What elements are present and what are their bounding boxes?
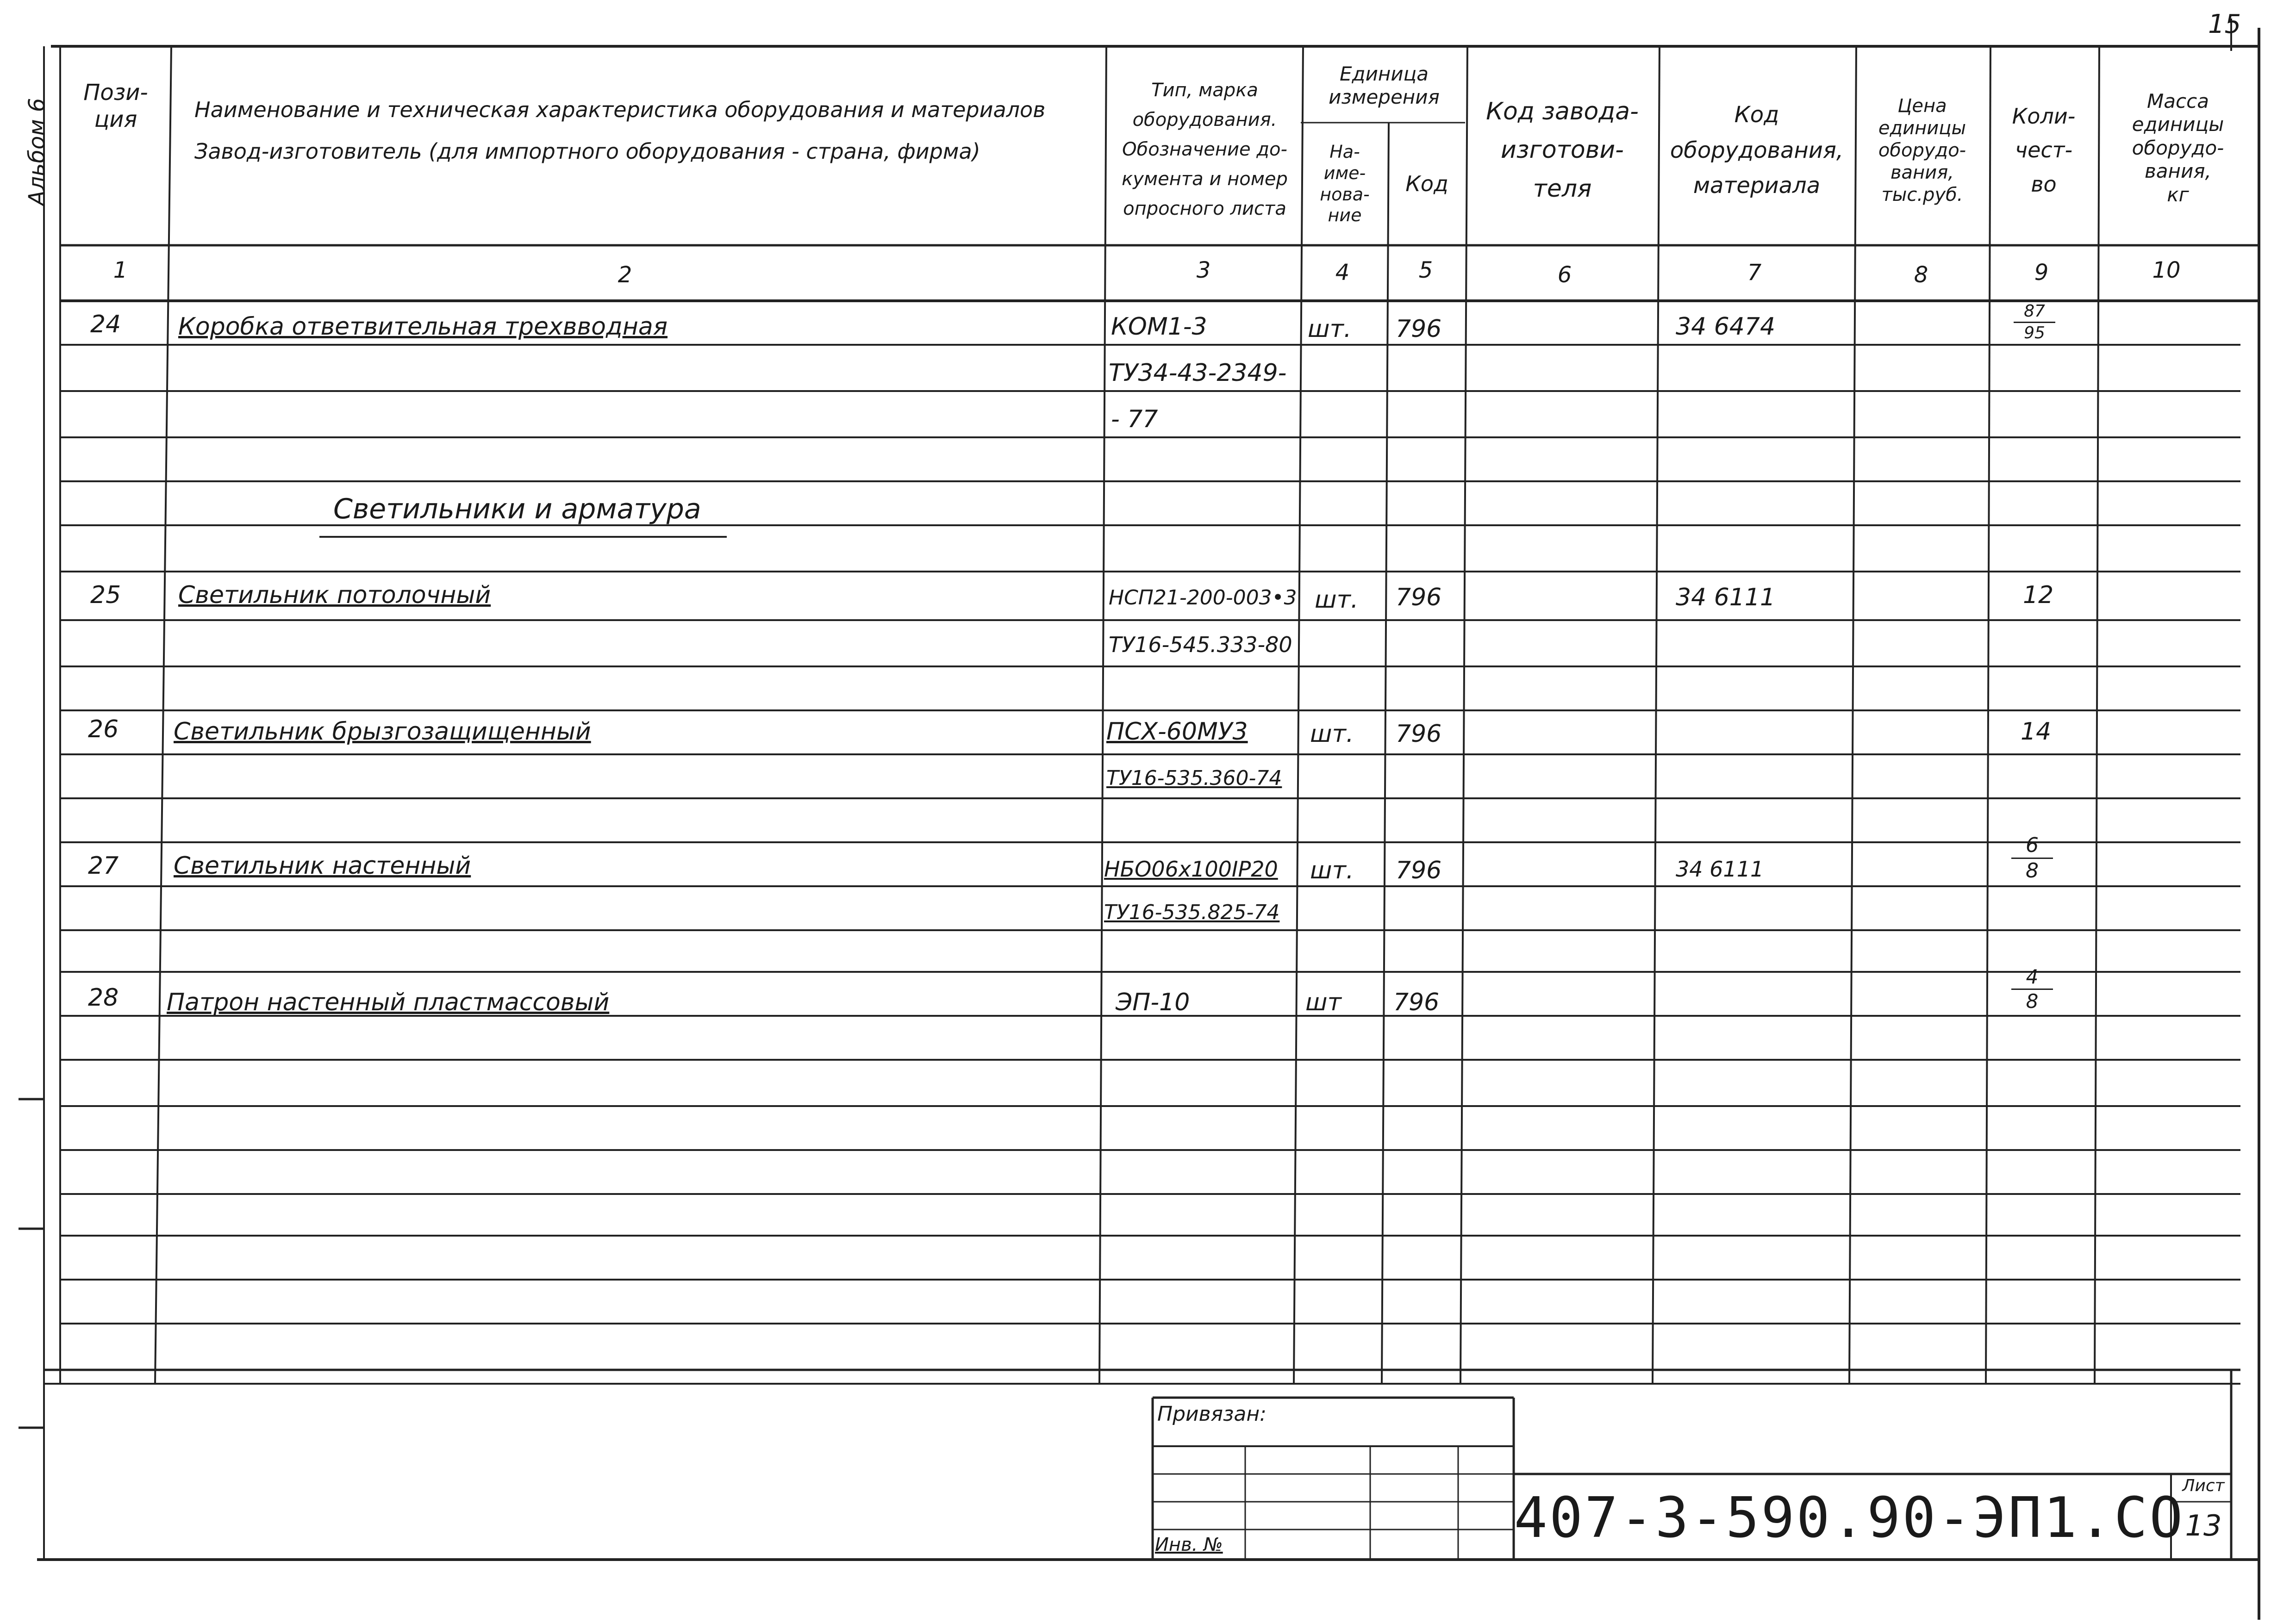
row-28-name: Патрон настенный пластмассовый <box>167 989 610 1016</box>
fraction-bar <box>2014 322 2055 323</box>
col-number: 2 <box>618 262 632 288</box>
header-maker-code: Код завода- изготови- теля <box>1486 98 1639 203</box>
row-25-qty: 12 <box>2023 581 2054 609</box>
row-25-unit: шт. <box>1315 586 1359 614</box>
row-26-code: 796 <box>1396 720 1442 748</box>
row-25-name: Светильник потолочный <box>178 581 491 609</box>
header-qty: Коли- чест- во <box>2012 103 2076 197</box>
row-28-type: ЭП-10 <box>1116 989 1190 1016</box>
row-25-equip-code: 34 6111 <box>1676 584 1776 611</box>
row-28-code: 796 <box>1393 989 1440 1016</box>
row-26-pos: 26 <box>88 715 119 743</box>
col-number: 5 <box>1418 257 1433 283</box>
privyazan-label: Привязан: <box>1157 1402 1267 1426</box>
row-26-qty: 14 <box>2021 718 2052 746</box>
header-price: Цена единицы оборудо- вания, тыс.руб. <box>1878 95 1966 205</box>
col-number: 6 <box>1557 262 1572 288</box>
header-pos: Пози- ция <box>83 80 148 132</box>
row-24-name: Коробка ответвительная трехвводная <box>178 313 668 341</box>
row-24-qty-top: 87 <box>2024 302 2045 321</box>
col-number: 4 <box>1335 260 1350 286</box>
row-24-type-cont: ТУ34-43-2349- <box>1109 359 1287 387</box>
header-name-line1: Наименование и техническая характеристика оборудования и материалов <box>194 97 1046 122</box>
col-number: 3 <box>1196 257 1211 283</box>
row-24-type-cont: - 77 <box>1111 405 1158 433</box>
row-25-code: 796 <box>1396 584 1442 611</box>
col-number: 9 <box>2034 260 2049 286</box>
row-25-type: НСП21-200-003•3 <box>1109 586 1297 609</box>
row-28-qty-top: 4 <box>2026 965 2039 988</box>
header-name-line2: Завод-изготовитель (для импортного оборудования - страна, фирма) <box>194 139 980 164</box>
row-28-qty <box>2011 967 2053 1011</box>
col-number: 8 <box>1914 262 1928 288</box>
row-24-code: 796 <box>1396 315 1442 343</box>
sheet-label: Лист <box>2182 1476 2225 1495</box>
row-27-pos: 27 <box>88 852 119 880</box>
row-26-name: Светильник брызгозащищенный <box>174 718 591 746</box>
row-24-unit: шт. <box>1308 315 1352 343</box>
row-24-qty <box>2014 303 2055 342</box>
row-27-code: 796 <box>1396 857 1442 884</box>
header-mass: Масса единицы оборудо- вания, кг <box>2132 90 2224 206</box>
row-28-pos: 28 <box>88 984 119 1012</box>
side-label: Альбом 6 <box>24 98 50 206</box>
row-24-equip-code: 34 6474 <box>1676 313 1776 341</box>
row-24-pos: 24 <box>90 311 121 338</box>
row-27-qty <box>2011 835 2053 881</box>
row-28-unit: шт <box>1305 989 1341 1016</box>
header-unit-code: Код <box>1405 171 1448 196</box>
row-27-equip-code: 34 6111 <box>1676 857 1764 882</box>
page-number: 15 <box>2208 9 2241 39</box>
row-27-unit: шт. <box>1310 857 1354 884</box>
header-unit: Единица измерения <box>1329 62 1440 108</box>
row-27-qty-bottom: 8 <box>2026 859 2039 883</box>
col-number: 7 <box>1747 260 1762 286</box>
row-25-pos: 25 <box>90 581 121 609</box>
row-26-unit: шт. <box>1310 720 1354 748</box>
sheet-number: 13 <box>2185 1509 2222 1542</box>
col-number: 10 <box>2152 257 2181 283</box>
row-27-name: Светильник настенный <box>174 852 471 880</box>
row-24-qty-bottom: 95 <box>2024 323 2045 342</box>
row-26-type: ПСХ-60МУ3 <box>1106 718 1248 746</box>
header-type: Тип, марка оборудования. Обозначение до- кумента и номер опросного листа <box>1122 79 1288 219</box>
row-26-type-cont: ТУ16-535.360-74 <box>1106 766 1282 790</box>
row-27-qty-top: 6 <box>2026 833 2039 857</box>
row-28-qty-bottom: 8 <box>2026 990 2039 1013</box>
row-24-type: КОМ1-3 <box>1111 313 1207 341</box>
header-unit-name: На- име- нова- ние <box>1320 142 1370 226</box>
section-heading: Светильники и арматура <box>333 493 701 525</box>
row-27-type-cont: ТУ16-535.825-74 <box>1104 901 1280 924</box>
header-equip-code: Код оборудования, материала <box>1670 101 1844 199</box>
col-number: 1 <box>113 257 128 283</box>
row-25-type-cont: ТУ16-545.333-80 <box>1109 632 1292 657</box>
document-code: 407-3-590.90-ЭП1.СО <box>1514 1486 2185 1550</box>
inventory-number-label: Инв. № <box>1155 1534 1223 1555</box>
row-27-type: НБО06х100IР20 <box>1104 857 1278 882</box>
